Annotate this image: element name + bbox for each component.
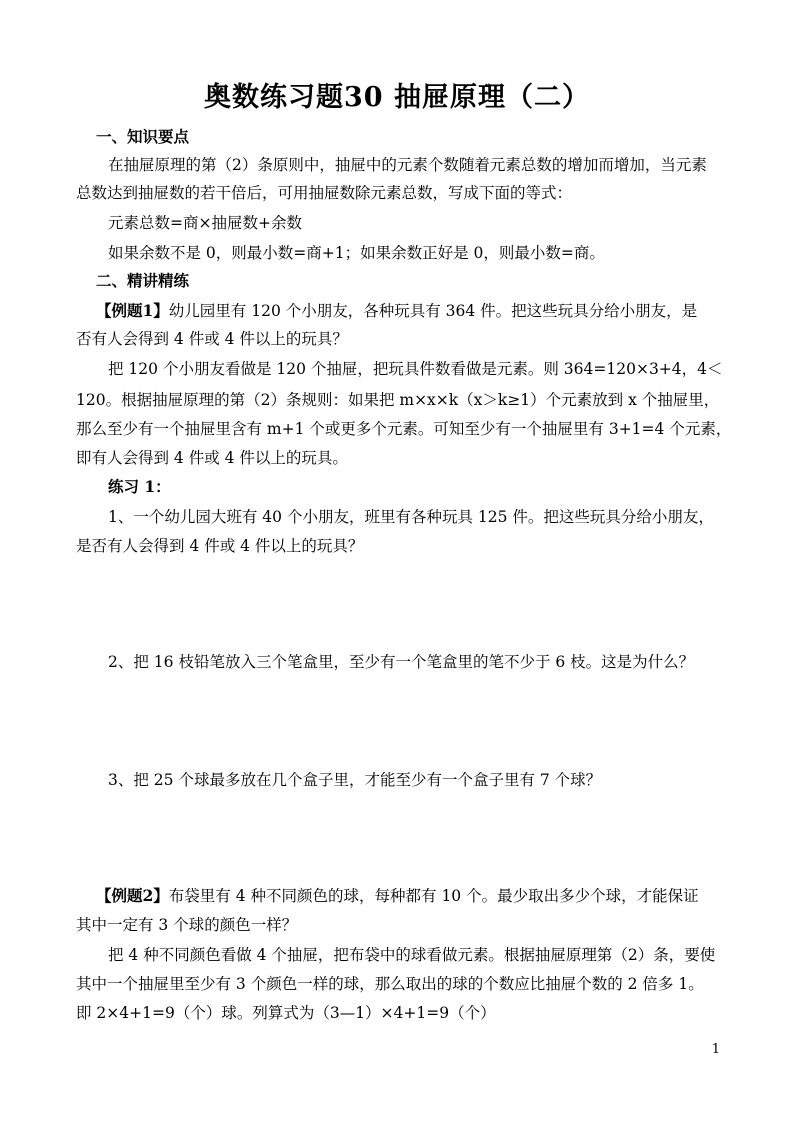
example1-answer-line: 把 120 个小朋友看做是 120 个抽屉，把玩具件数看做是元素。则 364=120×3+4，4＜ [108,360,723,378]
example1-answer-line: 那么至少有一个抽屉里含有 m+1 个或更多个元素。可知至少有一个抽屉里有 3+1=4 个元素， [76,420,732,438]
practice1-question2: 2、把 16 枝铅笔放入三个笔盒里，至少有一个笔盒里的笔不少于 6 枝。这是为什么？ [108,653,695,671]
knowledge-paragraph-line: 总数达到抽屉数的若干倍后，可用抽屉数除元素总数，写成下面的等式： [76,184,573,202]
page-title: 奥数练习题30 抽屉原理（二） [204,82,590,113]
example1-answer-line: 120。根据抽屉原理的第（2）条规则：如果把 m×x×k（x＞k≥1）个元素放到 x 个抽屉里， [76,391,720,409]
example2-label: 【例题2】 [96,886,169,905]
practice1-question1-line: 1、一个幼儿园大班有 40 个小朋友，班里有各种玩具 125 件。把这些玩具分给小朋友， [108,508,714,526]
formula-line: 元素总数=商×抽屉数+余数 [108,214,302,232]
practice1-label: 练习 1： [108,477,171,496]
example2-answer-line: 其中一个抽屉里至少有 3 个颜色一样的球，那么取出的球的个数应比抽屉个数的 2 倍多 1。 [76,975,704,993]
section-heading-knowledge: 一、知识要点 [96,127,190,146]
section-heading-practice: 二、精讲精练 [96,271,190,290]
example1-question-line [96,300,726,322]
example1-label: 【例题1】 [96,301,169,320]
example1-answer-line: 即有人会得到 4 件或 4 件以上的玩具。 [76,449,348,467]
example2-answer-line: 把 4 种不同颜色看做 4 个抽屉，把布袋中的球看做元素。根据抽屉原理第（2）条，要使 [108,946,716,964]
page-number: 1 [711,1042,720,1057]
example1-question-text: 幼儿园里有 120 个小朋友，各种玩具有 364 件。把这些玩具分给小朋友，是 [168,302,698,320]
example1-question-line: 否有人会得到 4 件或 4 件以上的玩具？ [76,330,348,348]
example2-question-text: 布袋里有 4 种不同颜色的球，每种都有 10 个。最少取出多少个球，才能保证 [168,887,699,905]
knowledge-rule-line: 如果余数不是 0，则最小数=商+1；如果余数正好是 0，则最小数=商。 [108,244,605,262]
practice1-question3: 3、把 25 个球最多放在几个盒子里，才能至少有一个盒子里有 7 个球？ [108,771,602,789]
example2-answer-line: 即 2×4+1=9（个）球。列算式为（3—1）×4+1=9（个） [76,1004,496,1022]
example2-question-line: 其中一定有 3 个球的颜色一样？ [76,916,298,934]
example2-question-line [96,885,726,907]
knowledge-paragraph-line: 在抽屉原理的第（2）条原则中，抽屉中的元素个数随着元素总数的增加而增加，当元素 [108,156,707,174]
practice1-question1-line: 是否有人会得到 4 件或 4 件以上的玩具？ [76,537,364,555]
